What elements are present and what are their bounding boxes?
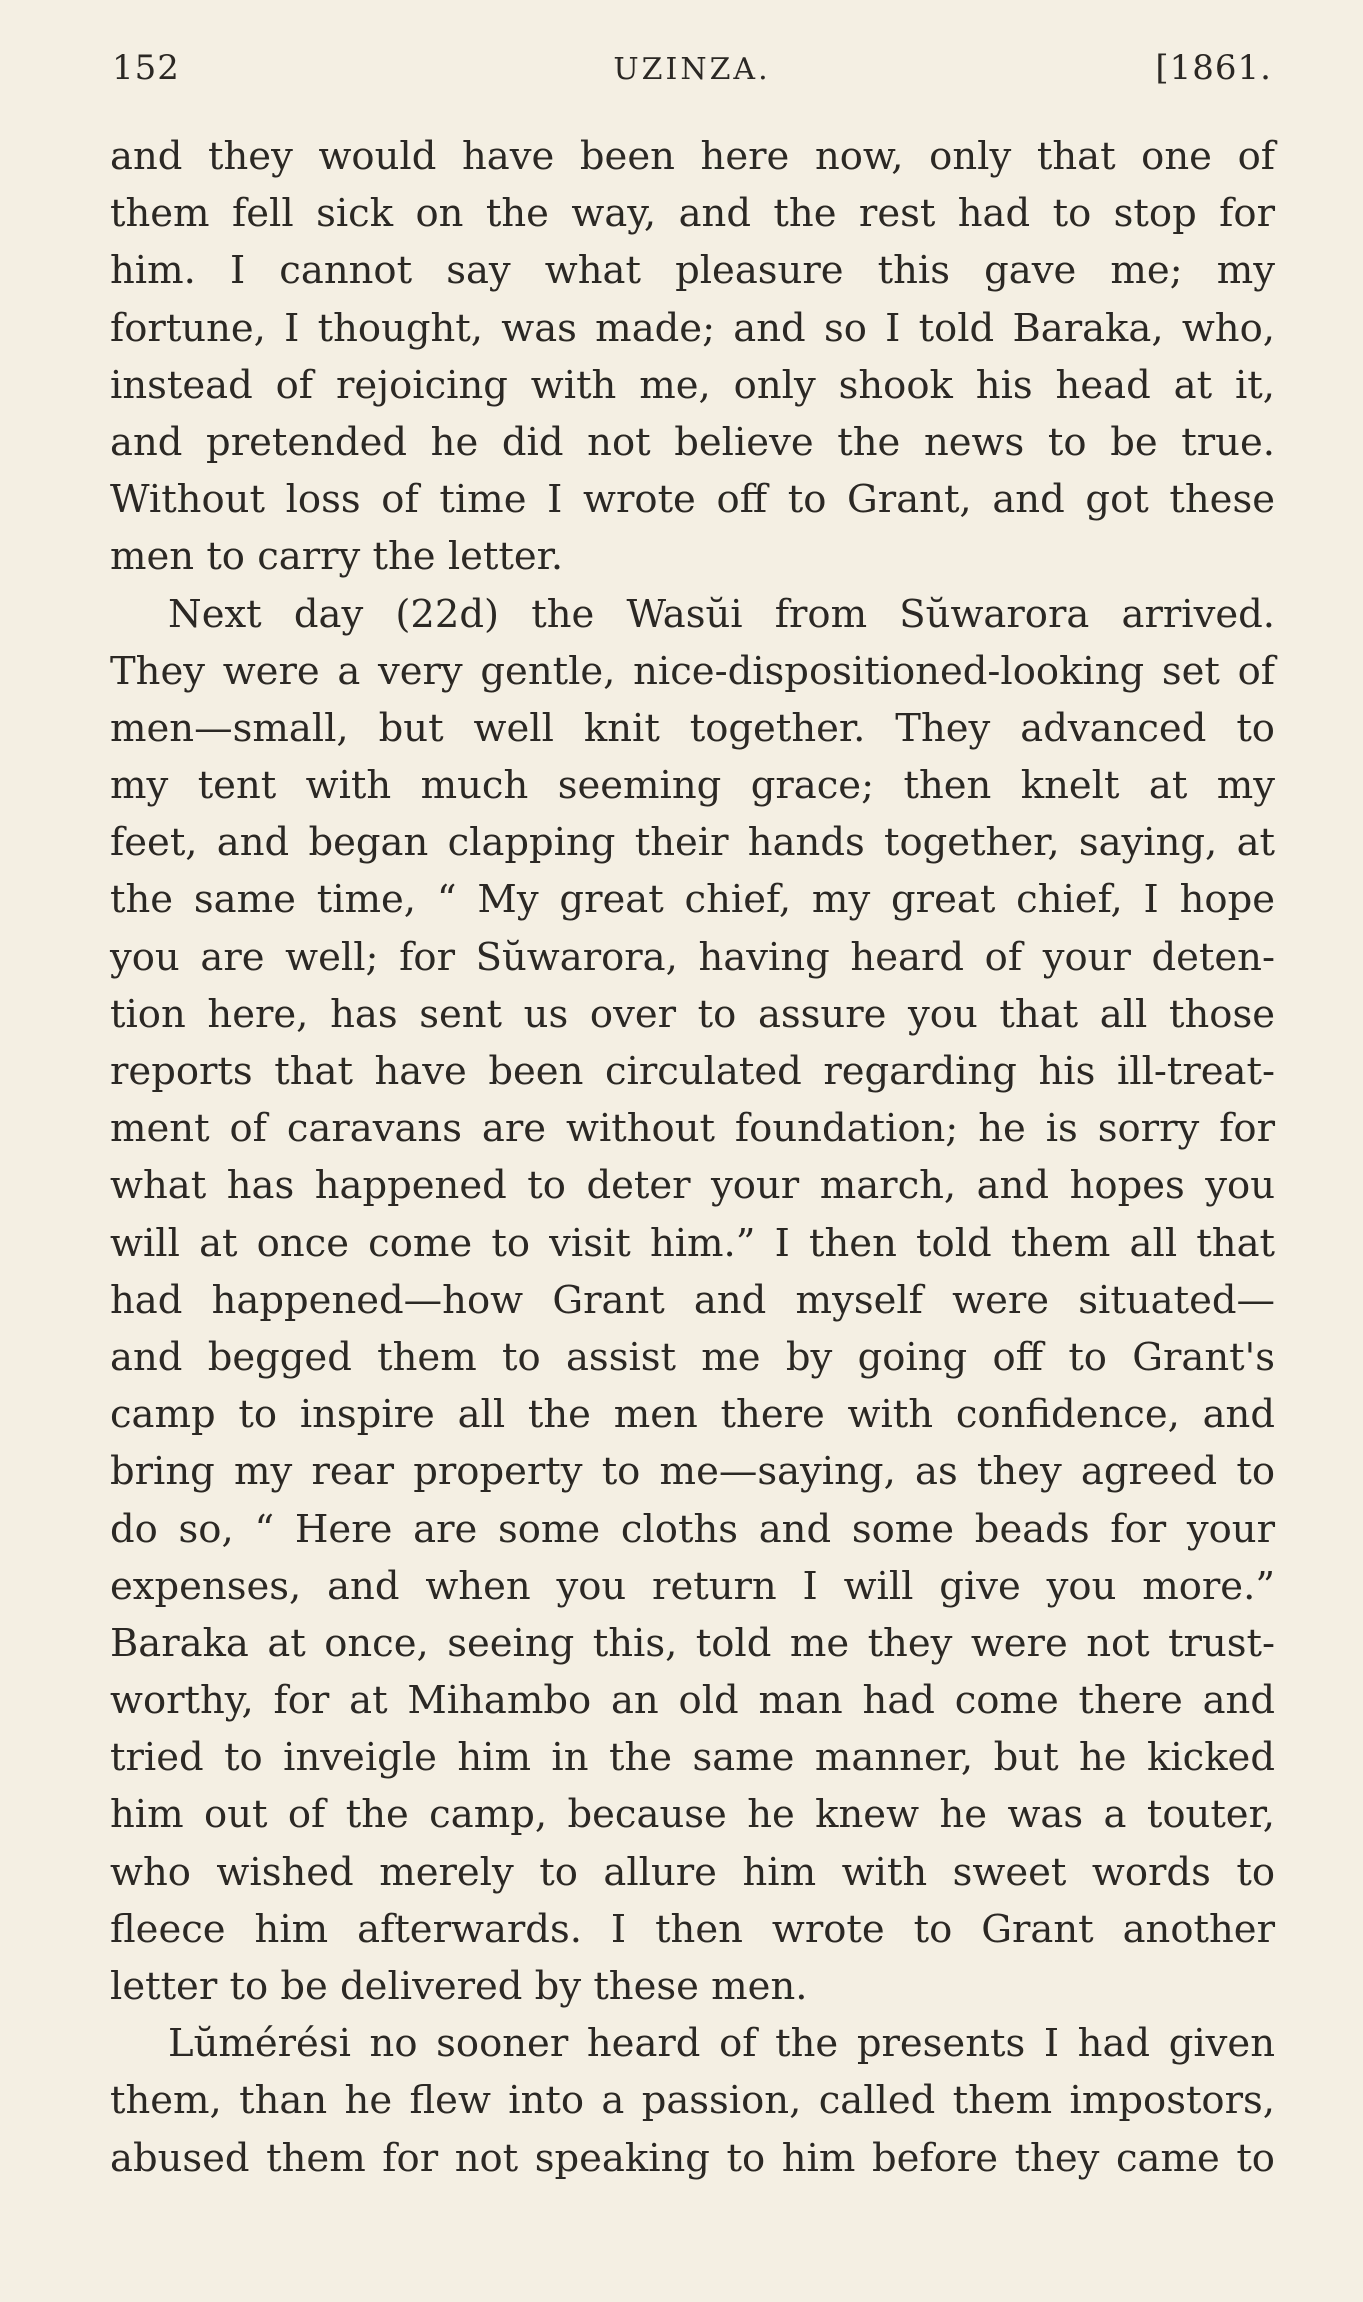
- text-line: instead of rejoicing with me, only shook his head at it,: [110, 362, 1275, 408]
- text-line: you are well; for Sŭwarora, having heard of your deten-: [110, 934, 1275, 980]
- text-line: Lŭmérési no sooner heard of the presents I had given: [168, 2021, 1275, 2067]
- text-line: camp to inspire all the men there with confidence, and: [110, 1392, 1275, 1438]
- text-line: the same time, “ My great chief, my great chief, I hope: [110, 877, 1275, 923]
- text-line: who wished merely to allure him with sweet words to: [110, 1849, 1275, 1895]
- text-line: him. I cannot say what pleasure this gave me; my: [110, 248, 1275, 294]
- text-line: fleece him afterwards. I then wrote to Grant another: [110, 1906, 1275, 1952]
- text-line: expenses, and when you return I will give you more.”: [110, 1563, 1275, 1609]
- text-line: tried to inveigle him in the same manner, but he kicked: [110, 1735, 1275, 1781]
- text-line: Without loss of time I wrote off to Grant, and got these: [110, 477, 1275, 523]
- text-line: letter to be delivered by these men.: [110, 1964, 808, 2009]
- text-line: do so, “ Here are some cloths and some beads for your: [110, 1506, 1275, 1552]
- text-line: had happened—how Grant and myself were situated—: [110, 1277, 1275, 1323]
- text-line: and begged them to assist me by going off to Grant's: [110, 1334, 1275, 1380]
- text-line: men—small, but well knit together. They advanced to: [110, 705, 1275, 751]
- text-line: men to carry the letter.: [110, 534, 564, 580]
- year-marker: [1861.: [1155, 48, 1272, 88]
- text-line: them fell sick on the way, and the rest had to stop for: [110, 191, 1275, 237]
- text-line: my tent with much seeming grace; then knelt at my: [110, 763, 1275, 809]
- text-line: Next day (22d) the Wasŭi from Sŭwarora arrived.: [168, 591, 1275, 637]
- text-line: what has happened to deter your march, and hopes you: [110, 1163, 1275, 1209]
- text-line: and they would have been here now, only that one of: [110, 134, 1275, 179]
- text-line: bring my rear property to me—saying, as they agreed to: [110, 1449, 1275, 1495]
- text-line: tion here, has sent us over to assure you that all those: [110, 991, 1275, 1037]
- text-line: reports that have been circulated regarding his ill-treat-: [110, 1049, 1275, 1094]
- text-line: and pretended he did not believe the news to be true.: [110, 419, 1275, 465]
- running-head: [112, 48, 1272, 108]
- running-title: UZINZA.: [613, 52, 771, 87]
- text-line: will at once come to visit him.” I then told them all that: [110, 1220, 1275, 1266]
- text-line: abused them for not speaking to him before they came to: [110, 2135, 1275, 2181]
- text-line: them, than he flew into a passion, called them impostors,: [110, 2078, 1275, 2124]
- text-line: Baraka at once, seeing this, told me they were not trust-: [110, 1620, 1275, 1666]
- text-line: worthy, for at Mihambo an old man had come there and: [110, 1678, 1275, 1724]
- page-number: 152: [112, 48, 180, 88]
- text-line: fortune, I thought, was made; and so I told Baraka, who,: [110, 305, 1275, 351]
- text-line: ment of caravans are without foundation; he is sorry for: [110, 1106, 1275, 1152]
- text-line: feet, and began clapping their hands together, saying, at: [110, 820, 1275, 866]
- body-text: [110, 128, 1275, 2187]
- text-line: him out of the camp, because he knew he was a touter,: [110, 1792, 1275, 1838]
- text-line: They were a very gentle, nice-dispositioned-looking set of: [110, 648, 1275, 694]
